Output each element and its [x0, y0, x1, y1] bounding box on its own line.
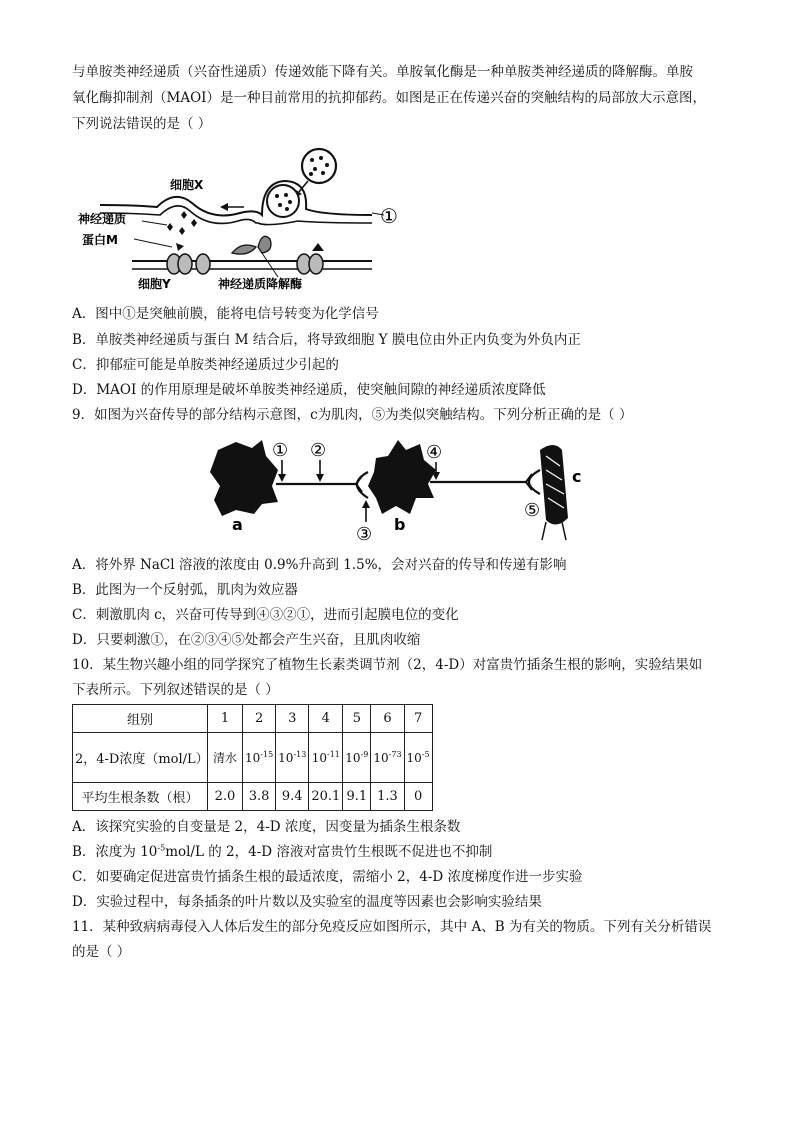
row-header-concentration: 2，4-D浓度（mol/L） [73, 733, 208, 783]
group-cell: 7 [404, 705, 432, 733]
label-5: ⑤ [524, 500, 541, 521]
row-header-group: 组别 [73, 705, 208, 733]
label-b: b [394, 515, 406, 534]
intro-line-3: 下列说法错误的是（ ） [72, 116, 212, 132]
conc-cell: $10^{-15}$ [243, 733, 276, 783]
conc-cell: $10^{-9}$ [343, 733, 371, 783]
label-3: ③ [356, 524, 373, 544]
q9-option-c: C．刺激肌肉 c，兴奋可传导到④③②①，进而引起膜电位的变化 [72, 607, 459, 623]
roots-cell: 20.1 [309, 783, 343, 811]
conc-cell: $10^{-11}$ [309, 733, 343, 783]
q9-option-d: D．只要刺激①，在②③④⑤处都会产生兴奋，且肌肉收缩 [72, 632, 421, 648]
q9-stem: 9．如图为兴奋传导的部分结构示意图，c为肌肉，⑤为类似突触结构。下列分析正确的是（ ） [72, 407, 633, 423]
synapse-figure [72, 143, 412, 295]
label-protein-m: 蛋白M [82, 233, 118, 247]
intro-line-2: 氧化酶抑制剂（MAOI）是一种目前常用的抗抑郁药。如图是正在传递兴奋的突触结构的局部放大示意图， [72, 90, 706, 106]
q10-option-a: A．该探究实验的自变量是 2，4-D 浓度，因变量为插条生根条数 [72, 819, 461, 835]
q10-option-b: B．浓度为 $10^{-5}mol/L$ 的 2，4-D 溶液对富贵竹生根既不促进也不抑制 [72, 843, 493, 860]
label-marker-1: ① [380, 204, 398, 228]
q10-option-c: C．如要确定促进富贵竹插条生根的最适浓度，需缩小 2，4-D 浓度梯度作进一步实验 [72, 869, 583, 885]
roots-cell: 0 [404, 783, 432, 811]
q11-stem-1: 11．某种致病病毒侵入人体后发生的部分免疫反应如图所示，其中 A、B 为有关的物质。下列有关分析错误 [72, 919, 712, 935]
q11-stem-2: 的是（ ） [72, 944, 131, 960]
group-cell: 2 [243, 705, 276, 733]
row-header-roots: 平均生根条数（根） [73, 783, 208, 811]
label-cell-x: 细胞X [170, 178, 204, 192]
label-4: ④ [426, 442, 443, 463]
roots-cell: 9.4 [276, 783, 309, 811]
results-table [72, 704, 433, 811]
label-2: ② [310, 440, 327, 461]
label-a: a [232, 515, 243, 534]
intro-line-1: 与单胺类神经递质（兴奋性递质）传递效能下降有关。单胺氧化酶是一种单胺类神经递质的降解酶。单胺 [72, 64, 693, 80]
table-row [73, 705, 433, 733]
group-cell: 6 [371, 705, 404, 733]
roots-cell: 1.3 [371, 783, 404, 811]
table-row [73, 783, 433, 811]
label-c: c [572, 467, 582, 486]
roots-cell: 2.0 [208, 783, 243, 811]
table-row [73, 733, 433, 783]
group-cell: 1 [208, 705, 243, 733]
label-cell-y: 细胞Y [138, 277, 171, 291]
conc-cell: $10^{-5}$ [404, 733, 432, 783]
q8-option-b: B．单胺类神经递质与蛋白 M 结合后，将导致细胞 Y 膜电位由外正内负变为外负内正 [72, 332, 581, 348]
group-cell: 5 [343, 705, 371, 733]
roots-cell: 3.8 [243, 783, 276, 811]
q8-option-d: D．MAOI 的作用原理是破坏单胺类神经递质，使突触间隙的神经递质浓度降低 [72, 382, 546, 398]
q8-option-c: C．抑郁症可能是单胺类神经递质过少引起的 [72, 357, 339, 373]
label-1: ① [272, 440, 289, 461]
label-neurotransmitter: 神经递质 [78, 212, 127, 226]
label-enzyme: 神经递质降解酶 [218, 277, 303, 291]
conc-cell: $10^{-13}$ [276, 733, 309, 783]
q10-stem-2: 下表所示。下列叙述错误的是（ ） [72, 682, 279, 698]
q9-option-b: B．此图为一个反射弧，肌肉为效应器 [72, 582, 298, 598]
q8-option-a: A．图中①是突触前膜，能将电信号转变为化学信号 [72, 306, 379, 322]
roots-cell: 9.1 [343, 783, 371, 811]
group-cell: 4 [309, 705, 343, 733]
q10-option-d: D．实验过程中，每条插条的叶片数以及实验室的温度等因素也会影响实验结果 [72, 894, 542, 910]
group-cell: 3 [276, 705, 309, 733]
conc-cell: $10^{-73}$ [371, 733, 404, 783]
q9-option-a: A．将外界 NaCl 溶液的浓度由 0.9%升高到 1.5%，会对兴奋的传导和传递有影响 [72, 557, 567, 573]
reflex-figure [206, 436, 596, 544]
conc-cell: 清水 [208, 733, 243, 783]
q10-stem-1: 10．某生物兴趣小组的同学探究了植物生长素类调节剂（2，4-D）对富贵竹插条生根的影响，实验结果如 [72, 657, 703, 673]
